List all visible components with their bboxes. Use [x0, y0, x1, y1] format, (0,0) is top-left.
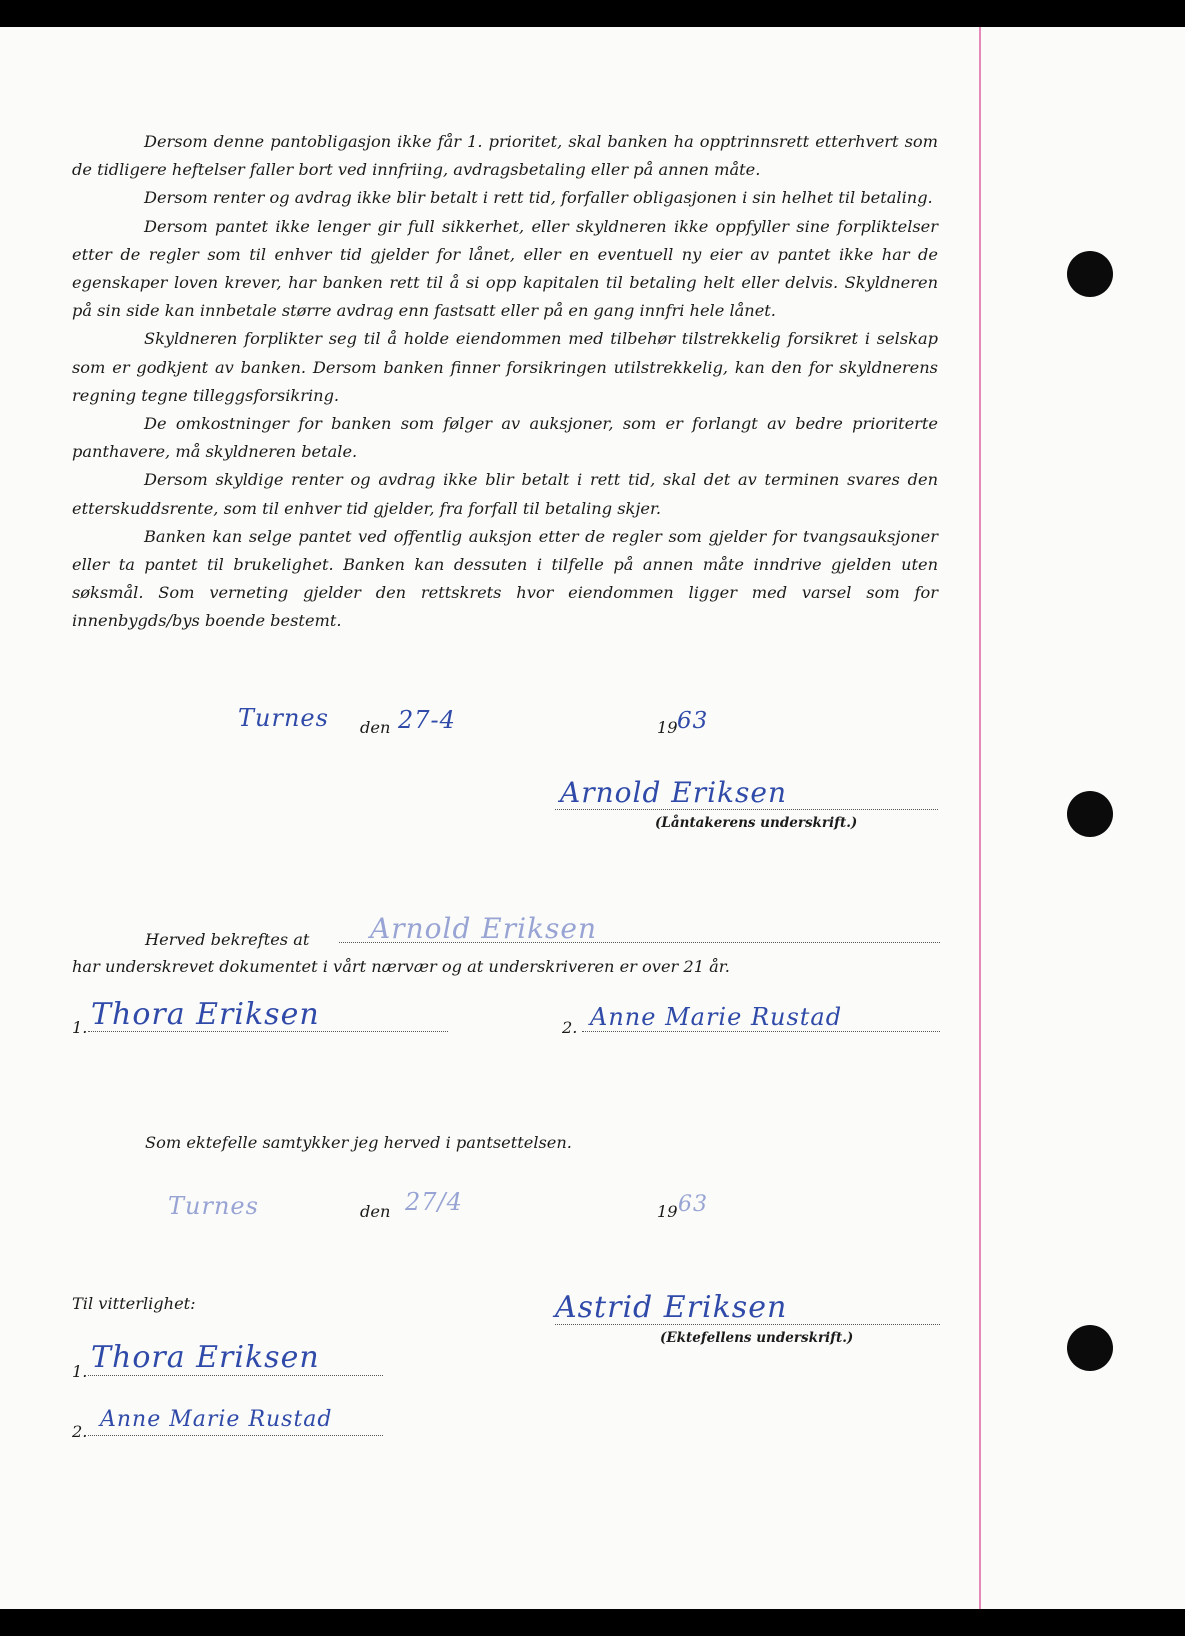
signing-date: 27-4: [398, 706, 456, 734]
paragraph: Dersom skyldige renter og avdrag ikke blir betalt i rett tid, skal det av terminen svares den etterskuddsrente, som til enhver tid gjelder, fra forfall til betaling skjer.: [72, 470, 938, 518]
year-prefix: 19: [657, 1202, 678, 1221]
witness-line: [88, 1031, 448, 1032]
punch-hole: [1067, 1325, 1113, 1371]
witness-signature: Anne Marie Rustad: [590, 1003, 843, 1031]
spouse-signature: Astrid Eriksen: [555, 1290, 788, 1325]
witness-number: 2.: [562, 1018, 578, 1037]
terms-text: [72, 128, 938, 636]
spouse-consent-statement: Som ektefelle samtykker jeg herved i pantsettelsen.: [145, 1133, 572, 1152]
signature-line: [555, 809, 938, 810]
signature-line: [555, 1324, 940, 1325]
paragraph: Banken kan selge pantet ved offentlig auksjon etter de regler som gjelder for tvangsauksjoner eller ta pantet til brukelighet. Banken kan dessuten i tilfelle på annen måte inndrive gjelden uten søksmål. Som verneting gjelder den rettskrets hvor eiendommen ligger med varsel som for innenbygds/bys boende bestemt.: [72, 526, 938, 631]
witness-number: 2.: [72, 1422, 88, 1441]
witness-label: Til vitterlighet:: [72, 1294, 196, 1313]
paragraph: De omkostninger for banken som følger av auksjoner, som er forlangt av bedre prioriterte panthavere, må skyldneren betale.: [72, 414, 938, 462]
confirmation-statement: har underskrevet dokumentet i vårt nærvær og at underskriveren er over 21 år.: [72, 957, 730, 976]
year-suffix: 63: [678, 1192, 708, 1217]
year-suffix: 63: [677, 708, 709, 734]
witness-number: 1.: [72, 1018, 88, 1037]
borrower-signature: Arnold Eriksen: [560, 776, 787, 809]
punch-hole: [1067, 251, 1113, 297]
witness-signature: Thora Eriksen: [91, 1340, 320, 1375]
paragraph: Dersom denne pantobligasjon ikke får 1. prioritet, skal banken ha opptrinnsrett etterhvert som de tidligere heftelser faller bort ved innfriing, avdragsbetaling eller på annen måte.: [72, 132, 938, 180]
paragraph: Dersom pantet ikke lenger gir full sikkerhet, eller skyldneren ikke oppfyller sine forpliktelser etter de regler som til enhver tid gjelder for lånet, eller en eventuell ny eier av pantet ikke har de egenskaper loven krever, har banken rett til å si opp kapitalen til betaling helt eller delvis. Skyldneren på sin side kan innbetale større avdrag enn fastsatt eller på en gang innfri hele lånet.: [72, 216, 938, 321]
name-line: [339, 942, 940, 943]
witness-signature: Thora Eriksen: [91, 997, 320, 1032]
witness-line: [88, 1435, 383, 1436]
punch-hole: [1067, 791, 1113, 837]
consent-date: 27/4: [405, 1188, 463, 1216]
confirmed-name: Arnold Eriksen: [370, 912, 597, 945]
confirmation-label: Herved bekreftes at: [145, 930, 310, 949]
paragraph: Skyldneren forplikter seg til å holde eiendommen med tilbehør tilstrekkelig forsikret i selskap som er godkjent av banken. Dersom banken finner forsikringen utilstrekkelig, kan den for skyldnerens regning tegne tilleggsforsikring.: [72, 329, 938, 405]
witness-line: [88, 1375, 383, 1376]
signing-place: Turnes: [238, 704, 329, 732]
den-label: den: [360, 1202, 391, 1221]
year-prefix: 19: [657, 718, 678, 737]
borrower-signature-caption: (Låntakerens underskrift.): [655, 815, 858, 831]
witness-number: 1.: [72, 1362, 88, 1381]
witness-line: [582, 1031, 940, 1032]
margin-line: [979, 27, 981, 1609]
spouse-signature-caption: (Ektefellens underskrift.): [660, 1330, 854, 1346]
witness-signature: Anne Marie Rustad: [100, 1407, 333, 1432]
den-label: den: [360, 718, 391, 737]
paragraph: Dersom renter og avdrag ikke blir betalt i rett tid, forfaller obligasjonen i sin helhet til betaling.: [144, 188, 933, 208]
consent-place: Turnes: [168, 1192, 259, 1220]
